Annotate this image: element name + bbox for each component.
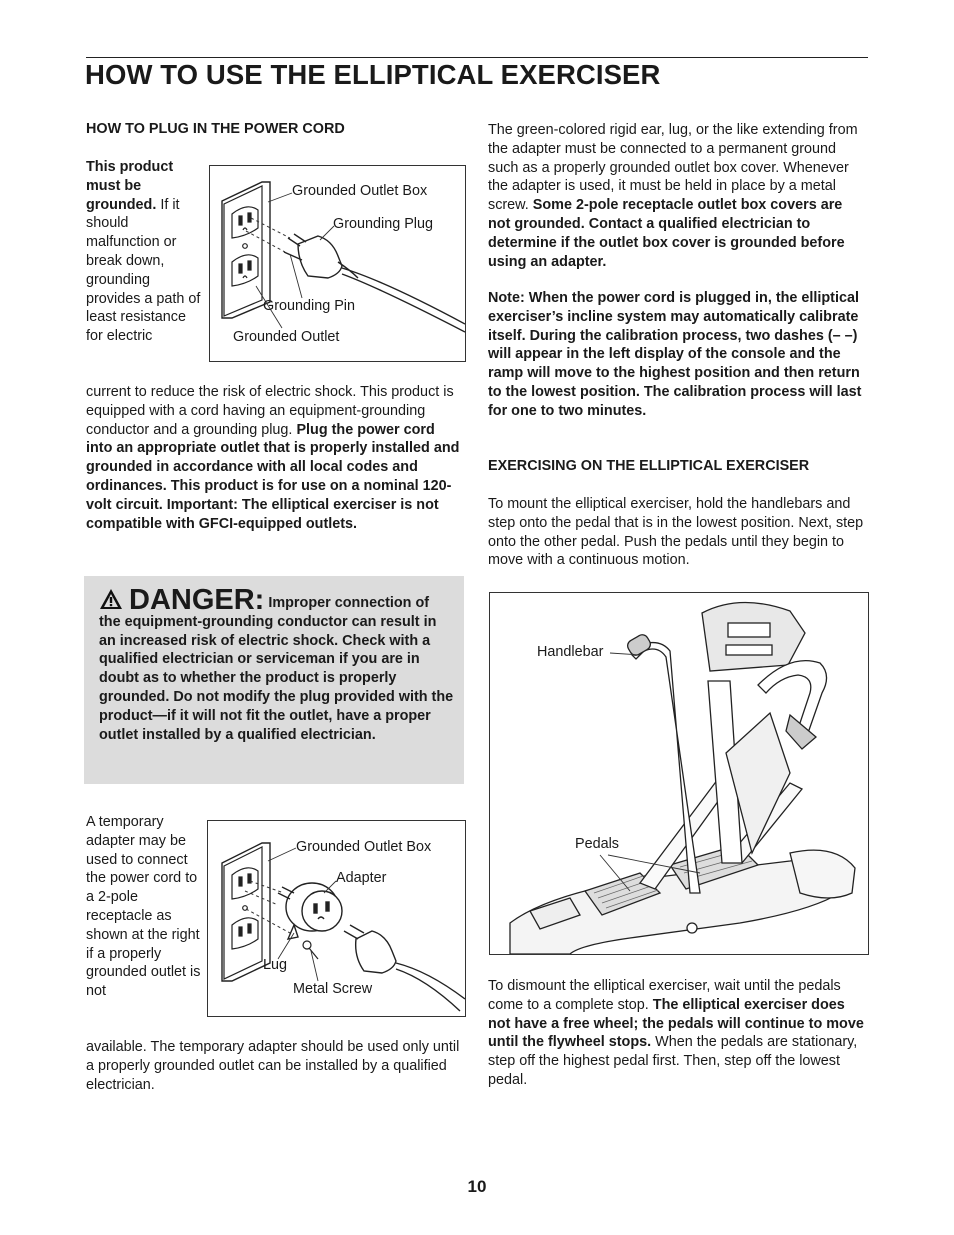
grounded-outlet-figure: [209, 165, 466, 362]
adapter-figure: [207, 820, 466, 1017]
danger-box: [84, 576, 464, 784]
grounded-lead: This product must be grounded.: [86, 159, 174, 213]
label-pedals: Pedals: [575, 836, 620, 852]
label-handlebar: Handlebar: [537, 644, 604, 660]
label-adapter: Adapter: [336, 870, 387, 886]
plug-narrow-paragraph: [86, 158, 204, 346]
plug-continued-paragraph: [86, 383, 464, 533]
plug-narrow-text: If it should malfunction or break down, grounding provides a path of least resistance for electric: [86, 196, 201, 345]
danger-heading: DANGER:: [129, 584, 265, 616]
label-grounded-outlet: Grounded Outlet: [233, 329, 340, 345]
calibration-note: Note: When the power cord is plugged in, the elliptical exerciser’s incline system may automatically calibrate itself. During the calibration process, two dashes (– –) will appear in the left display of the console and the ramp will move to the highest position and then return to the lowest position. The calibration process will last for one to two minutes.: [488, 290, 862, 419]
exercising-heading: EXERCISING ON THE ELLIPTICAL EXERCISER: [488, 458, 810, 474]
elliptical-figure: [489, 592, 869, 955]
adapter-narrow-paragraph: [86, 813, 204, 1001]
label-metal-screw: Metal Screw: [293, 981, 373, 997]
plug-cont-text: current to reduce the risk of electric shock. This product is equipped with a cord having an equipment-grounding conductor and a grounding plug.: [86, 384, 454, 438]
warning-triangle-icon: [99, 588, 123, 610]
mount-paragraph: To mount the elliptical exerciser, hold the handlebars and step onto the pedal that is in the lowest position. Next, step onto the other pedal. Push the pedals until they begin to move with a continuous motion.: [488, 496, 864, 569]
label-grounding-plug: Grounding Plug: [333, 216, 434, 232]
dismount-bold: The elliptical exerciser does not have a free wheel; the pedals will continue to move until the flywheel stops.: [488, 996, 864, 1051]
label-grounded-outlet-box-2: Grounded Outlet Box: [296, 839, 432, 855]
dismount-paragraph: [488, 977, 868, 1090]
label-grounded-outlet-box: Grounded Outlet Box: [292, 183, 428, 199]
adapter-continued-paragraph: [86, 1038, 464, 1094]
plug-bold-text: Plug the power cord into an appropriate outlet that is properly installed and grounded in accordance with all local codes and ordinances. This product is for use on a nominal 120-volt circuit. Important: The elliptical exerciser is not compatible with GFCI-equipped outlets.: [86, 421, 460, 532]
adapter-ground-paragraph: [488, 121, 868, 271]
adapter-narrow-text: A temporary adapter may be used to connect the power cord to a 2-pole receptacle as shown at the right if a properly grounded outlet is not: [86, 814, 201, 1000]
page-title: HOW TO USE THE ELLIPTICAL EXERCISER: [85, 59, 661, 90]
page-number: 10: [467, 1177, 487, 1196]
danger-text: Improper connection of the equipment-grounding conductor can result in an increased risk of electric shock. Check with a qualified electrician or serviceman if you are in doubt as to whether the product is properly grounded. Do not modify the plug provided with the product—if it will not fit the outlet, have a proper outlet installed by a qualified electrician.: [99, 595, 454, 743]
dismount-lead: To dismount the elliptical exerciser, wait until the pedals come to a complete stop.: [488, 978, 841, 1013]
label-lug: Lug: [263, 957, 288, 973]
dismount-tail: When the pedals are stationary, step off the highest pedal first. Then, step off the lowest pedal.: [488, 1034, 858, 1088]
adapter-cont-text: available. The temporary adapter should be used only until a properly grounded outlet can be installed by a qualified electrician.: [86, 1039, 460, 1093]
plug-heading: HOW TO PLUG IN THE POWER CORD: [86, 121, 345, 137]
adapter-ground-bold: Some 2-pole receptacle outlet box covers are not grounded. Contact a qualified electrician to determine if the outlet box cover is grounded before using an adapter.: [488, 197, 845, 270]
adapter-ground-text: The green-colored rigid ear, lug, or the like extending from the adapter must be connected to a permanent ground such as a properly grounded outlet box cover. Whenever the adapter is used, it must be held in place by a metal screw.: [488, 122, 858, 214]
title-rule: [86, 57, 868, 58]
label-grounding-pin: Grounding Pin: [263, 298, 356, 314]
